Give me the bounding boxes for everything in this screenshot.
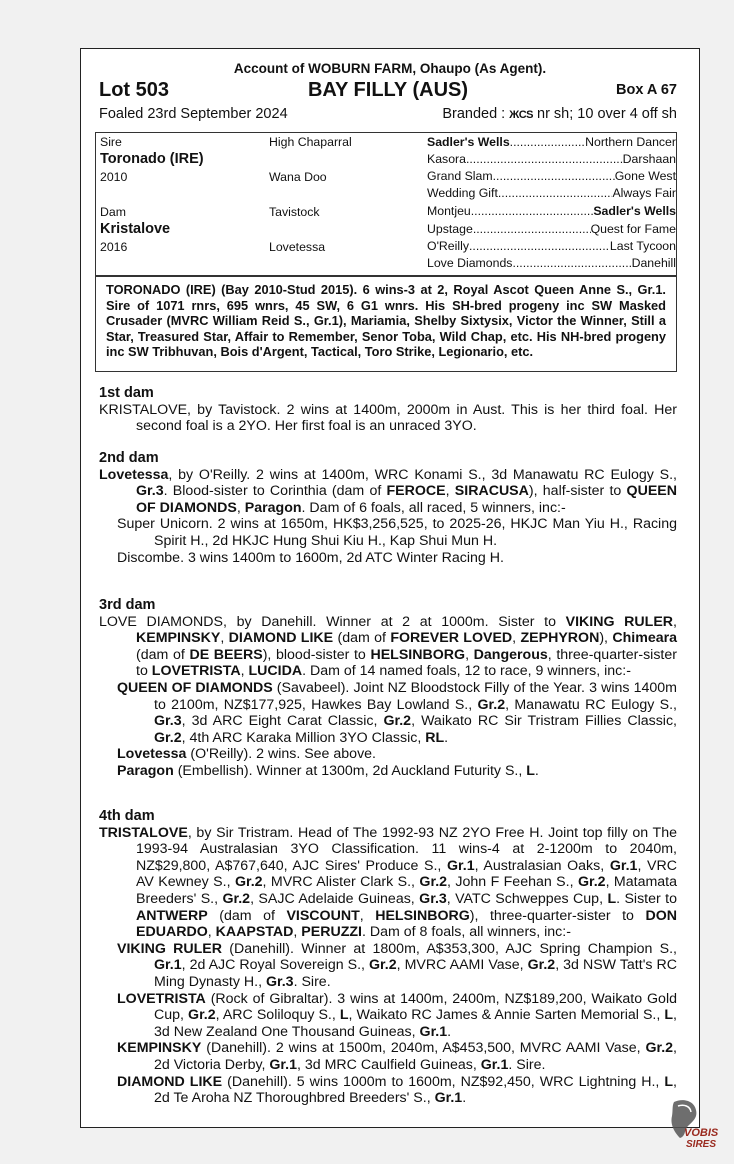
dam-year: 2016: [100, 240, 128, 254]
horse-name: BAY FILLY (AUS): [307, 79, 469, 101]
foaled-date: Foaled 23rd September 2024: [99, 106, 288, 122]
dam-sire: Tavistock: [269, 205, 320, 219]
g3-right: Darshaan: [622, 152, 676, 166]
progeny-entry: Paragon (Embellish). Winner at 1300m, 2d Auckland Futurity S., L.: [117, 762, 539, 779]
branded-description: nr sh; 10 over 4 off sh: [537, 106, 677, 122]
second-dam-section: [99, 450, 677, 566]
first-dam-heading: 1st dam: [99, 385, 154, 401]
g3-row: [427, 256, 676, 270]
logo-text-sires: SIRES: [686, 1139, 717, 1150]
g3-left: O'Reilly: [427, 239, 469, 253]
g3-right: Last Tycoon: [609, 239, 676, 253]
dam-label: Dam: [100, 205, 126, 219]
g3-row: [427, 152, 676, 166]
g3-right: Quest for Fame: [590, 222, 676, 236]
progeny-entry: Discombe. 3 wins 1400m to 1600m, 2d ATC Winter Racing H.: [117, 549, 504, 566]
progeny-entry: VIKING RULER (Danehill). Winner at 1800m, A$353,300, AJC Spring Champion S., Gr.1, 2d AJC Royal Sovereign S., Gr.2, MVRC AAMI Vase, Gr.2, 3d NSW Tatt's RC Ming Dynasty H., Gr.3. Sire.: [117, 940, 678, 990]
g3-left: Sadler's Wells: [427, 135, 510, 149]
logo-text-vobis: VOBIS: [684, 1127, 718, 1139]
branded-label: Branded :: [442, 106, 506, 122]
progeny-entry: LOVETRISTA (Rock of Gibraltar). 3 wins at 1400m, 2400m, NZ$189,200, Waikato Gold Cup, Gr.2, ARC Soliloquy S., L, Waikato RC James & Annie Sarten Memorial S., L, 3d New Zealand One Thousand Guineas, Gr.1.: [117, 990, 677, 1040]
progeny-entry: KEMPINSKY (Danehill). 2 wins at 1500m, 2040m, A$453,500, MVRC AAMI Vase, Gr.2, 2d Victoria Derby, Gr.1, 3d MRC Caulfield Guineas, Gr.1. Sire.: [117, 1040, 677, 1073]
fourth-dam-text: TRISTALOVE, by Sir Tristram. Head of The 1992-93 NZ 2YO Free H. Joint top filly on The 1993-94 Australasian 3YO Classification. 11 wins-4 at 2-1200m to 2040m, NZ$29,800, A$767,640, AJC Sires' Produce S., Gr.1, Australasian Oaks, Gr.1, VRC AV Kewney S., Gr.2, MVRC Alister Clark S., Gr.2, John F Feehan S., Gr.2, Matamata Breeders' S., Gr.2, SAJC Adelaide Guineas, Gr.3, VATC Schweppes Cup, L. Sister to ANTWERP (dam of VISCOUNT, HELSINBORG), three-quarter-sister to DON EDUARDO, KAAPSTAD, PERUZZI. Dam of 8 foals, all winners, inc:-: [99, 824, 677, 941]
sire-summary-box: [95, 276, 677, 372]
third-dam-section: [99, 597, 677, 780]
g3-right: Danehill: [631, 256, 676, 270]
progeny-entry: Super Unicorn. 2 wins at 1650m, HK$3,256,525, to 2025-26, HKJC Man Yiu H., Racing Spirit H., 2d HKJC Hung Shui Kiu H., Kap Shui Mun H.: [117, 516, 677, 549]
sire-year: 2010: [100, 170, 128, 184]
g3-left: Upstage: [427, 222, 473, 236]
third-dam-text: LOVE DIAMONDS, by Danehill. Winner at 2 at 1000m. Sister to VIKING RULER, KEMPINSKY, DIAMOND LIKE (dam of FOREVER LOVED, ZEPHYRON), Chimeara (dam of DE BEERS), blood-sister to HELSINBORG, Dangerous, three-quarter-sister to LOVETRISTA, LUCIDA. Dam of 14 named foals, 12 to race, 9 winners, inc:-: [99, 613, 678, 680]
catalogue-page: [80, 48, 700, 1128]
lot-number: Lot 503: [99, 79, 170, 101]
first-dam-section: [99, 385, 677, 435]
brand-mark-icon: ЖCS: [509, 109, 533, 121]
box-number: Box A 67: [616, 82, 677, 98]
g3-right: Sadler's Wells: [593, 204, 676, 218]
g3-left: Love Diamonds: [427, 256, 513, 270]
g3-right: Northern Dancer: [585, 135, 676, 149]
fourth-dam-heading: 4th dam: [99, 808, 155, 824]
g3-row: [427, 169, 676, 183]
g3-row: [427, 239, 676, 253]
progeny-entry: Lovetessa (O'Reilly). 2 wins. See above.: [117, 746, 376, 763]
g3-row: [427, 204, 676, 218]
g3-left: Grand Slam: [427, 169, 493, 183]
g3-right: Always Fair: [612, 186, 676, 200]
sire-dam: Wana Doo: [269, 170, 327, 184]
g3-right: Gone West: [614, 169, 676, 183]
vendor-account: Account of WOBURN FARM, Ohaupo (As Agent).: [233, 61, 547, 76]
g3-row: [427, 186, 676, 200]
g3-left: Kasora: [427, 152, 466, 166]
dam-name: Kristalove: [100, 221, 171, 237]
g3-row: [427, 135, 676, 149]
g3-row: [427, 222, 676, 236]
lot-header: [99, 79, 677, 103]
second-dam-text: Lovetessa, by O'Reilly. 2 wins at 1400m, WRC Konami S., 3d Manawatu RC Eulogy S., Gr.3. Blood-sister to Corinthia (dam of FEROCE, SIRACUSA), half-sister to QUEEN OF DIAMONDS, Paragon. Dam of 6 foals, all raced, 5 winners, inc:-: [99, 466, 677, 516]
pedigree-table: [95, 132, 677, 276]
foaled-row: [99, 106, 677, 124]
progeny-entry: DIAMOND LIKE (Danehill). 5 wins 1000m to 1600m, NZ$92,450, WRC Lightning H., L, 2d Te Aroha NZ Thoroughbred Breeders' S., Gr.1.: [117, 1073, 677, 1107]
g3-left: Montjeu: [427, 204, 471, 218]
sire-sire: High Chaparral: [269, 135, 352, 149]
first-dam-text: KRISTALOVE, by Tavistock. 2 wins at 1400m, 2000m in Aust. This is her third foal. Her second foal is a 2YO. Her first foal is an unraced 3YO.: [99, 401, 677, 435]
vobis-sires-logo: [664, 1096, 718, 1156]
dam-dam: Lovetessa: [269, 240, 326, 254]
sire-name: Toronado (IRE): [100, 151, 204, 167]
brand-info: [442, 106, 677, 122]
progeny-entry: QUEEN OF DIAMONDS (Savabeel). Joint NZ Bloodstock Filly of the Year. 3 wins 1400m to 2100m, NZ$177,925, Hawkes Bay Lowland S., Gr.2, Manawatu RC Eulogy S., Gr.3, 3d ARC Eight Carat Classic, Gr.2, Waikato RC Sir Tristram Fillies Classic, Gr.2, 4th ARC Karaka Million 3YO Classic, RL.: [117, 679, 677, 746]
third-dam-heading: 3rd dam: [99, 597, 156, 613]
fourth-dam-section: [99, 808, 677, 1107]
sire-summary: TORONADO (IRE) (Bay 2010-Stud 2015). 6 wins-3 at 2, Royal Ascot Queen Anne S., Gr.1. Sire of 1071 rnrs, 695 wnrs, 45 SW, 6 G1 wnrs. His SH-bred progeny inc SW Masked Crusader (MVRC William Reid S., Gr.1), Mariamia, Shelby Sixtysix, Victor the Winner, Still a Star, Treasured Star, Affair to Remember, Senor Toba, Wild Chap, etc. His NH-bred progeny inc SW Tribhuvan, Bois d'Argent, Tactical, Toro Strike, Legionario, etc.: [106, 282, 666, 359]
sire-label: Sire: [100, 135, 122, 149]
g3-left: Wedding Gift: [427, 186, 498, 200]
second-dam-heading: 2nd dam: [99, 450, 159, 466]
